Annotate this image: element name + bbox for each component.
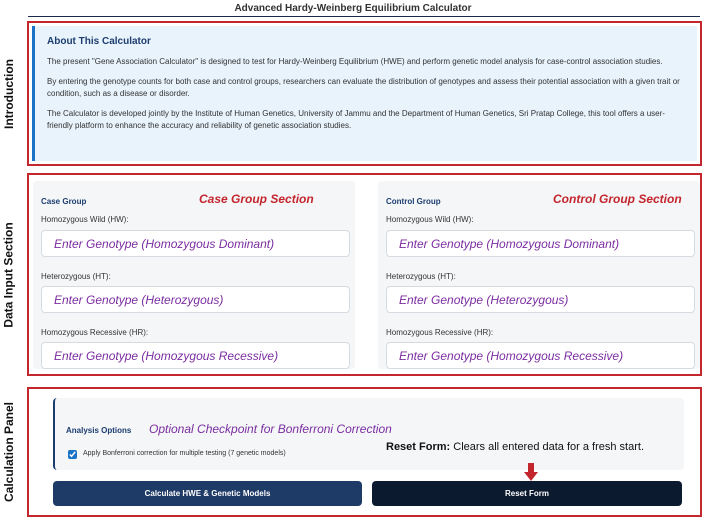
- side-label-data-input: [0, 173, 18, 376]
- case-hr-label: Homozygous Recessive (HR):: [41, 328, 149, 337]
- side-label-calculation-text: Calculation Panel: [2, 401, 16, 503]
- about-paragraph-3: The Calculator is developed jointly by the Institute of Human Genetics, University of Jammu and the Department of Human Genetics, Sri Pratap College, this tool offers a user-friendly platform to enhance the accuracy and reliability of genetic association studies.: [47, 109, 665, 130]
- case-ht-label: Heterozygous (HT):: [41, 272, 111, 281]
- analysis-options-heading: Analysis Options: [66, 426, 132, 435]
- calculate-button[interactable]: Calculate HWE & Genetic Models: [53, 481, 362, 506]
- control-hr-input[interactable]: [386, 342, 695, 369]
- side-label-introduction: [0, 21, 18, 166]
- case-hw-label: Homozygous Wild (HW):: [41, 215, 129, 224]
- arrow-down-icon: [524, 463, 538, 481]
- analysis-options-card: [53, 398, 684, 470]
- bonferroni-label[interactable]: Apply Bonferroni correction for multiple testing (7 genetic models): [83, 450, 286, 457]
- reset-note-text: Clears all entered data for a fresh start.: [450, 441, 645, 453]
- control-hw-input[interactable]: [386, 230, 695, 257]
- control-ht-label: Heterozygous (HT):: [386, 272, 456, 281]
- control-group-annotation: Control Group Section: [553, 192, 682, 206]
- about-paragraph-1: The present "Gene Association Calculator" is designed to test for Hardy-Weinberg Equilibrium (HWE) and perform genetic model analysis for case-control association studies.: [47, 57, 663, 66]
- data-input-section: [27, 173, 702, 376]
- case-group-card: [33, 181, 355, 369]
- control-group-card: [378, 181, 700, 369]
- control-ht-input[interactable]: [386, 286, 695, 313]
- about-heading: About This Calculator: [47, 36, 151, 47]
- side-label-data-input-text: Data Input Section: [2, 221, 16, 328]
- reset-button[interactable]: Reset Form: [372, 481, 682, 506]
- side-label-introduction-text: Introduction: [2, 58, 17, 129]
- introduction-section: [27, 21, 702, 166]
- title-divider: [28, 16, 700, 17]
- reset-note: [386, 441, 644, 453]
- reset-note-strong: Reset Form:: [386, 441, 451, 453]
- about-card: [32, 26, 697, 161]
- bonferroni-annotation: Optional Checkpoint for Bonferroni Correction: [149, 422, 392, 436]
- case-hr-input[interactable]: [41, 342, 350, 369]
- control-group-title: Control Group: [386, 197, 441, 206]
- calculation-section: [27, 387, 702, 517]
- page-title: Advanced Hardy-Weinberg Equilibrium Calculator: [234, 3, 472, 14]
- about-paragraph-2: By entering the genotype counts for both case and control groups, researchers can evaluate the distribution of genotypes and assess their potential association with a given trait or condition, such as a disease or disorder.: [47, 77, 680, 98]
- case-hw-input[interactable]: [41, 230, 350, 257]
- side-label-calculation: [0, 387, 18, 517]
- control-hr-label: Homozygous Recessive (HR):: [386, 328, 494, 337]
- case-group-annotation: Case Group Section: [199, 192, 314, 206]
- case-group-title: Case Group: [41, 197, 87, 206]
- bonferroni-checkbox[interactable]: [68, 450, 77, 459]
- case-ht-input[interactable]: [41, 286, 350, 313]
- control-hw-label: Homozygous Wild (HW):: [386, 215, 474, 224]
